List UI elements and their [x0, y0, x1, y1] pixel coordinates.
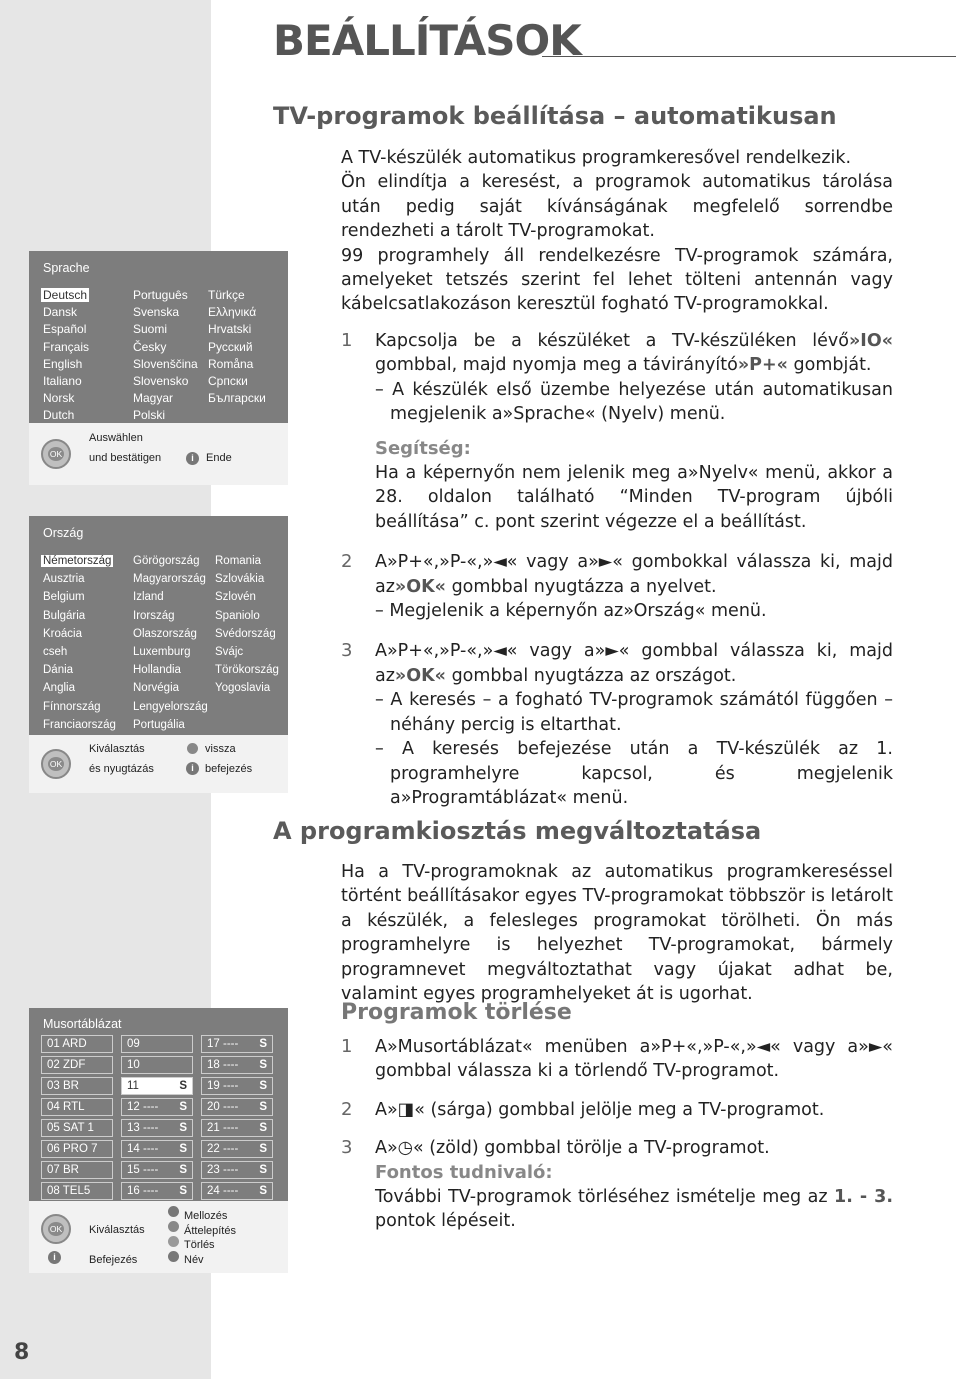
country-item[interactable]: Dánia: [43, 664, 74, 677]
skip-flag: S: [259, 1101, 267, 1113]
skip-flag: S: [179, 1185, 187, 1197]
channel-cell[interactable]: 12 ---- S: [121, 1098, 193, 1116]
footer-name: Név: [184, 1254, 204, 1266]
country-item[interactable]: Portugália: [133, 718, 185, 731]
channel-cell[interactable]: 19 ---- S: [201, 1077, 273, 1095]
country-item[interactable]: Spaniolo: [215, 609, 260, 622]
channel-cell[interactable]: 08 TEL5: [41, 1182, 113, 1200]
step-text: A»Musortáblázat« menüben a»P+«,»P-«,»◄« vagy a»►« gombbal válassza ki a törlendő TV-programot.: [375, 1037, 893, 1082]
note-steps: 1. - 3.: [834, 1187, 893, 1208]
section1-steps: [341, 329, 893, 810]
channel-cell[interactable]: 03 BR: [41, 1077, 113, 1095]
channel-cell[interactable]: 06 PRO 7: [41, 1140, 113, 1158]
delete-step-3: [341, 1136, 893, 1234]
info-icon: i: [48, 1251, 61, 1264]
footer-confirm: und bestätigen: [89, 452, 162, 464]
channel-cell[interactable]: 13 ---- S: [121, 1119, 193, 1137]
step-number: 1: [341, 330, 353, 351]
section1-heading: TV-programok beállítása – automatikusan: [273, 102, 837, 130]
step-text: Kapcsolja be a készüléket a TV-készüléken lévő: [375, 331, 849, 351]
back-icon: [187, 743, 198, 754]
language-item[interactable]: Deutsch: [43, 288, 88, 302]
country-item[interactable]: Németország: [43, 555, 112, 567]
section2-steps: [341, 1035, 893, 1234]
channel-cell[interactable]: 17 ---- S: [201, 1035, 273, 1053]
skip-flag: S: [259, 1185, 267, 1197]
channel-table: [33, 1032, 281, 1203]
country-item[interactable]: Franciaország: [43, 718, 116, 731]
step-text: gombbal, majd nyomja meg a távirányító: [375, 355, 738, 376]
channel-cell[interactable]: 24 ---- S: [201, 1182, 273, 1200]
menu-title: Ország: [43, 526, 84, 540]
country-item[interactable]: Yogoslavia: [215, 682, 271, 695]
channel-cell[interactable]: 11 S: [121, 1077, 193, 1095]
language-item[interactable]: Romåna: [208, 356, 254, 371]
step-number: 1: [341, 1036, 353, 1057]
ok-key: »OK«: [394, 576, 446, 597]
country-item[interactable]: cseh: [43, 646, 68, 659]
language-item[interactable]: Português: [133, 288, 188, 302]
step-text: gombját.: [793, 355, 872, 376]
footer-end: befejezés: [205, 763, 253, 775]
intro-paragraph: Ön elindítja a keresést, a programok automatikus tárolása után pedig saját kívánságának megfelelő sorrendbe rendezheti a tárolt TV-programokat.: [341, 172, 893, 242]
sprache-menu-footer: [29, 423, 288, 485]
language-item[interactable]: Magyar: [133, 391, 174, 406]
step-2: [341, 550, 893, 623]
note-text: További TV-programok törléséhez ismételje meg az: [375, 1187, 828, 1208]
country-item[interactable]: Norvégia: [133, 682, 180, 695]
subheading-delete: Programok törlése: [341, 1000, 572, 1025]
language-item[interactable]: Suomi: [133, 322, 168, 337]
intro-paragraph: A TV-készülék automatikus programkeresővel rendelkezik.: [341, 148, 852, 168]
country-item[interactable]: Romania: [215, 555, 262, 567]
channel-cell[interactable]: 21 ---- S: [201, 1119, 273, 1137]
ok-label: OK: [49, 449, 63, 459]
country-item[interactable]: Olaszország: [133, 627, 197, 640]
country-item[interactable]: Izland: [133, 591, 164, 604]
skip-flag: S: [259, 1059, 267, 1071]
intro-paragraph: Ha a TV-programoknak az automatikus programkereséssel történt beállításakor egyes TV-programokat többször is letárolt a készülék, a felesleges programokat törölheti. Ön más programhelyre is helyezhet TV-programokat, bármely programnevet megváltoztathat vagy újakat adhat be, valamint egyes programhelyeket át is ugorhat.: [341, 862, 893, 1005]
step-number: 2: [341, 1098, 353, 1120]
blue-button-icon: [168, 1251, 179, 1262]
musor-menu: [29, 1008, 288, 1201]
footer-move: Áttelepítés: [184, 1225, 236, 1237]
page-title: BEÁLLÍTÁSOK: [273, 16, 581, 65]
table-row: [41, 1035, 273, 1053]
step-subnote: – Megjelenik a képernyőn az»Ország« menü.: [375, 601, 767, 622]
section2-intro: [341, 860, 893, 1006]
power-key: »IO«: [849, 331, 893, 351]
channel-cell[interactable]: 01 ARD: [41, 1035, 113, 1053]
language-item[interactable]: Türkçe: [208, 288, 245, 302]
step-subnote: – A készülék első üzembe helyezése után automatikusan megjelenik a»Sprache« (Nyelv) menü.: [375, 379, 893, 425]
language-item[interactable]: Hrvatski: [208, 322, 252, 337]
language-item[interactable]: Italiano: [43, 374, 82, 389]
skip-flag: S: [259, 1143, 267, 1155]
footer-select: Auswählen: [89, 432, 143, 444]
country-item[interactable]: Szlovén: [215, 591, 256, 604]
orszag-menu: [29, 516, 288, 735]
menu-title: Sprache: [43, 261, 90, 275]
delete-step-1: [341, 1035, 893, 1084]
table-row: [41, 1119, 273, 1137]
table-row: [41, 1098, 273, 1116]
language-item[interactable]: Svenska: [133, 305, 180, 320]
table-row: [41, 1077, 273, 1095]
channel-cell[interactable]: 05 SAT 1: [41, 1119, 113, 1137]
country-item[interactable]: Lengyelország: [133, 700, 208, 713]
channel-cell[interactable]: 16 ---- S: [121, 1182, 193, 1200]
skip-flag: S: [259, 1164, 267, 1176]
orszag-menu-footer: [29, 735, 288, 793]
country-item[interactable]: Kroácia: [43, 627, 82, 640]
country-item[interactable]: Svédország: [215, 627, 276, 640]
red-button-icon: [168, 1206, 179, 1217]
skip-flag: S: [259, 1038, 267, 1050]
step-1: [341, 329, 893, 534]
channel-cell[interactable]: 20 ---- S: [201, 1098, 273, 1116]
ok-button-icon: [41, 439, 71, 469]
hint-text: Ha a képernyőn nem jelenik meg a»Nyelv« menü, akkor a 28. oldalon található “Minden TV-program újbóli beállítása” c. pont szerint végezze el a beállítást.: [375, 463, 893, 532]
country-item[interactable]: Bulgária: [43, 609, 86, 622]
language-item[interactable]: Česky: [133, 339, 167, 354]
country-item[interactable]: Törökország: [215, 664, 279, 677]
note-heading: Fontos tudnivaló:: [375, 1161, 553, 1183]
footer-end: Befejezés: [89, 1254, 138, 1266]
page-number: 8: [14, 1340, 30, 1365]
intro-paragraph: 99 programhely áll rendelkezésre TV-programok számára, amelyeket tetszés szerint fel lehet tölteni antennán vagy kábelcsatlakozáson keresztül fogható TV-programokkal.: [341, 245, 893, 315]
channel-cell[interactable]: 14 ---- S: [121, 1140, 193, 1158]
info-icon: i: [186, 452, 199, 465]
skip-flag: S: [259, 1080, 267, 1092]
info-icon: i: [186, 762, 199, 775]
country-item[interactable]: Anglia: [43, 682, 75, 695]
skip-flag: S: [259, 1122, 267, 1134]
ok-label: OK: [49, 1224, 63, 1234]
language-item[interactable]: Dutch: [43, 408, 75, 423]
step-3: [341, 639, 893, 810]
table-row: [41, 1182, 273, 1200]
language-item[interactable]: Norsk: [43, 391, 75, 406]
table-row: [41, 1140, 273, 1158]
footer-end: Ende: [206, 452, 232, 464]
skip-flag: S: [179, 1143, 187, 1155]
language-item[interactable]: Polski: [133, 408, 166, 423]
skip-flag: S: [179, 1101, 187, 1113]
language-item[interactable]: Slovensko: [133, 374, 189, 389]
green-button-icon: [168, 1221, 179, 1232]
step-subnote: – A keresés – a fogható TV-programok számától függően – néhány percig is eltarthat.: [375, 690, 893, 735]
step-text: A»◷« (zöld) gombbal törölje a TV-programot.: [375, 1138, 770, 1159]
channel-cell[interactable]: 18 ---- S: [201, 1056, 273, 1074]
delete-step-2: [341, 1098, 893, 1122]
step-text: gombbal nyugtázza az országot.: [451, 665, 737, 686]
note-text: pontok lépéseit.: [375, 1211, 516, 1232]
sprache-menu: [29, 251, 288, 423]
table-row: [41, 1056, 273, 1074]
country-item[interactable]: Irország: [133, 609, 175, 622]
country-item[interactable]: Belgium: [43, 591, 85, 604]
musor-menu-footer: [29, 1201, 288, 1273]
channel-cell[interactable]: 10: [121, 1056, 193, 1074]
ok-label: OK: [49, 759, 63, 769]
country-item[interactable]: Ausztria: [43, 573, 85, 586]
language-item[interactable]: Српски: [208, 374, 248, 389]
ok-button-icon: [41, 749, 71, 779]
ok-key: »OK«: [394, 665, 446, 686]
channel-cell[interactable]: 09: [121, 1035, 193, 1053]
skip-flag: S: [179, 1080, 187, 1092]
country-item[interactable]: Fínnország: [43, 700, 101, 713]
step-number: 2: [341, 551, 353, 573]
country-item[interactable]: Svájc: [215, 646, 244, 659]
ok-button-icon: [41, 1214, 71, 1244]
channel-cell[interactable]: 15 ---- S: [121, 1161, 193, 1179]
footer-select: Kiválasztás: [89, 743, 145, 755]
section2-heading: A programkiosztás megváltoztatása: [273, 817, 762, 845]
channel-cell[interactable]: 04 RTL: [41, 1098, 113, 1116]
country-item[interactable]: Szlovákia: [215, 573, 265, 586]
step-number: 3: [341, 1137, 353, 1159]
step-text: A»P+«,»P-«,»◄« vagy a»►« gombokkal válassza ki, majd az: [375, 552, 893, 597]
footer-back: vissza: [205, 743, 236, 755]
channel-cell[interactable]: 02 ZDF: [41, 1056, 113, 1074]
step-text: A»P+«,»P-«,»◄« vagy a»►« gombbal válassza ki, majd az: [375, 641, 893, 686]
channel-cell[interactable]: 22 ---- S: [201, 1140, 273, 1158]
hint-heading: Segítség:: [375, 437, 471, 459]
footer-confirm: és nyugtázás: [89, 763, 154, 775]
step-text: gombbal nyugtázza a nyelvet.: [451, 576, 717, 597]
language-item[interactable]: Ελληνικά: [208, 305, 257, 320]
country-item[interactable]: Luxemburg: [133, 646, 191, 659]
skip-flag: S: [179, 1122, 187, 1134]
language-item[interactable]: Français: [43, 339, 90, 354]
step-number: 3: [341, 640, 353, 662]
menu-title: Musortáblázat: [43, 1017, 122, 1031]
section1-intro: [341, 146, 893, 317]
footer-select: Kiválasztás: [89, 1224, 145, 1236]
language-item[interactable]: Русский: [208, 339, 253, 354]
p-plus-key: »P+«: [737, 355, 788, 376]
language-item[interactable]: Español: [43, 322, 87, 337]
footer-skip: Mellozés: [184, 1210, 228, 1222]
country-item[interactable]: Hollandia: [133, 664, 181, 677]
language-item[interactable]: Български: [208, 391, 266, 406]
language-item[interactable]: English: [43, 356, 83, 371]
footer-delete: Törlés: [184, 1239, 215, 1251]
language-item[interactable]: Slovenščina: [133, 356, 198, 371]
language-item[interactable]: Dansk: [43, 305, 78, 320]
step-text: A»◨« (sárga) gombbal jelölje meg a TV-programot.: [375, 1099, 825, 1120]
yellow-button-icon: [168, 1236, 179, 1247]
channel-cell[interactable]: 23 ---- S: [201, 1161, 273, 1179]
table-row: [41, 1161, 273, 1179]
country-item[interactable]: Magyarország: [133, 573, 206, 586]
country-item[interactable]: Görögország: [133, 555, 200, 567]
channel-cell[interactable]: 07 BR: [41, 1161, 113, 1179]
step-subnote: – A keresés befejezése után a TV-készülék az 1. programhelyre kapcsol, és megjelenik a»Programtáblázat« menü.: [375, 739, 893, 808]
skip-flag: S: [179, 1164, 187, 1176]
title-rule: [542, 56, 956, 57]
